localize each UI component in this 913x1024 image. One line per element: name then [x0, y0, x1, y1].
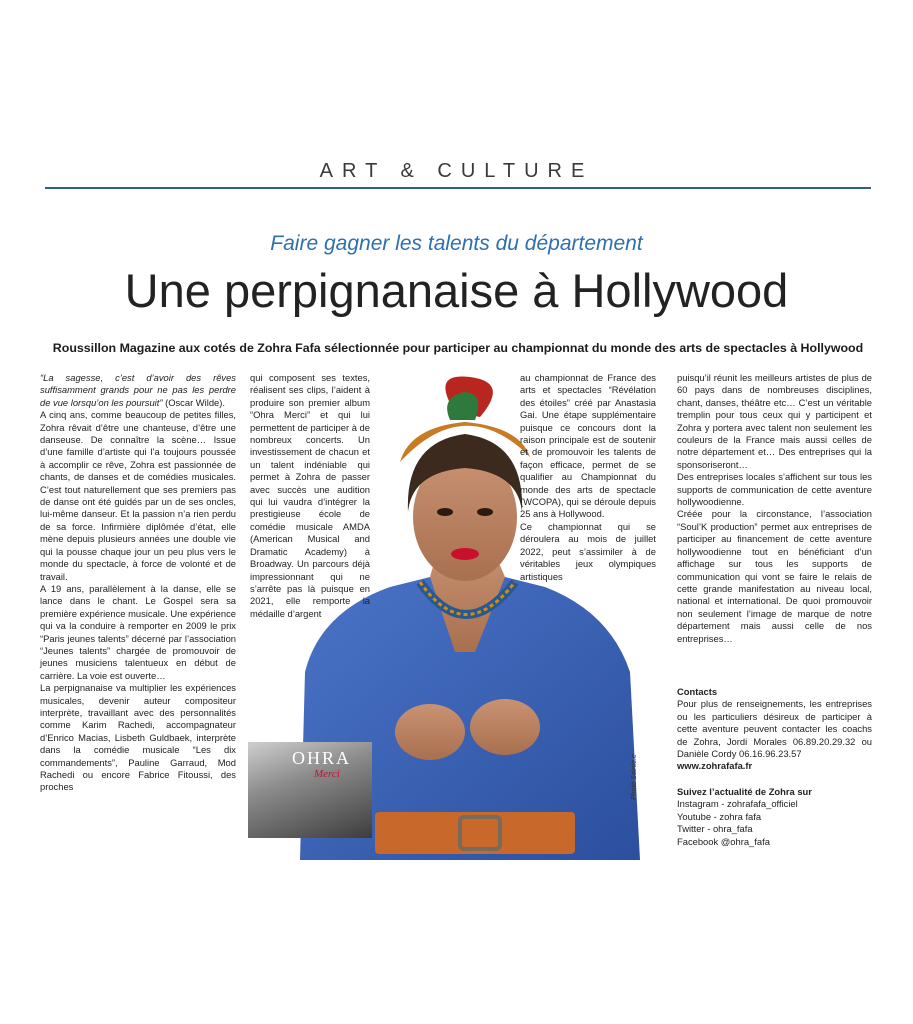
- paragraph: Créée pour la circonstance, l’association “Soul’K production” permet aux entreprises de participer au financement de cette aventure hollywoodienne tout en bénéficiant d’un affichage sur tous les supports de communication qui vont se faire le relais de cette grande manifestation au niveau local, national et international. De quoi promouvoir non seulement l’image de marque de notre département mais aussi celle de nos entreprises…: [677, 508, 872, 644]
- section-divider: [45, 187, 871, 189]
- photo-credit: Photo Sainte.e: [631, 754, 638, 800]
- social-item: Instagram - zohrafafa_officiel: [677, 798, 798, 810]
- contacts-body: Pour plus de renseignements, les entreprises ou les particuliers désireux de participer à cette aventure peuvent contacter les coachs de Zohra, Jordi Morales 06.89.20.29.32 ou Danièle Cordy 06.16.96.23.57: [677, 698, 872, 760]
- article-headline: Une perpignanaise à Hollywood: [124, 264, 789, 317]
- contacts-heading: Contacts: [677, 686, 718, 697]
- contacts-box: [677, 686, 872, 773]
- paragraph: A cinq ans, comme beaucoup de petites filles, Zohra rêvait d’être une chanteuse, d’être une danseuse. De connaître la scène… Issue d’une famille d’artiste qui l’a toujours poussée à accomplir ce rêve, Zohra est passionnée de chants, de danses et de comédies musicales. C’est tout naturellement que ses premiers pas de danse ont été guidés par un de ses oncles, lui-même danseur. Et la passion n’a rien perdu de sa force. Infirmière diplômée d’état, elle mène depuis plusieurs années une double vie qui la pousse chaque jour un peu plus vers le monde du spectacle, à force de volonté et de travail.: [40, 409, 236, 582]
- paragraph: puisqu’il réunit les meilleurs artistes de plus de 60 pays dans de nombreuses disciplines, chant, danses, théâtre etc… C’est un véritable tremplin pour tous ceux qui y participent et Zohra y portera avec talent non seulement les couleurs de la France mais aussi celles de notre département et… Des entreprises qui la sponsoriseront…: [677, 372, 872, 470]
- website-link[interactable]: www.zohrafafa.fr: [677, 760, 753, 772]
- quote-author: (Oscar Wilde).: [162, 396, 225, 408]
- article-subhead: Roussillon Magazine aux cotés de Zohra Fafa sélectionnée pour participer au championnat du monde des arts de spectacles à Hollywood: [52, 341, 864, 355]
- article-column-1: [40, 372, 236, 794]
- article-column-4: [677, 372, 872, 645]
- paragraph: La perpignanaise va multiplier les expériences musicales, devenir auteur compositeur interprète, travaillant avec des personnalités comme Karim Rachedi, accompagnateur d’Enrico Macias, Lisbeth Guldbaek, interprète dans la comédie musicale “Les dix commandements”, Pauline Garraud, Mod Rachedi ou encore Fabrice Fitoussi, des proches: [40, 682, 236, 793]
- paragraph: Des entreprises locales s’affichent sur tous les supports de communication de cette aventure hollywoodienne.: [677, 471, 872, 508]
- album-cover: [248, 742, 372, 838]
- paragraph: au championnat de France des arts et spectacles “Révélation des étoiles” créé par Anastasia Gai. Une étape supplémentaire puisque ce concours dont la raison principale est de soutenir et de promouvoir les talents de façon efficace, permet de se qualifier au Championnat du monde des arts de spectacle (WCOPA), qui se déroule depuis 25 ans à Hollywood.: [520, 372, 656, 520]
- social-box: [677, 786, 872, 848]
- album-title: OHRA: [292, 748, 352, 768]
- article-kicker: Faire gagner les talents du département: [270, 232, 643, 255]
- article-column-3: [520, 372, 656, 583]
- social-heading: Suivez l’actualité de Zohra sur: [677, 786, 812, 797]
- paragraph: Ce championnat qui se déroulera au mois de juillet 2022, peut s’assimiler à de véritables jeux olympiques artistiques: [520, 520, 656, 582]
- opening-quote: [40, 372, 236, 409]
- paragraph: A 19 ans, parallèlement à la danse, elle se lance dans le chant. Le Gospel sera sa première expérience musicale. Une expérience qui va la conduire à remporter en 2009 le prix “Paris jeunes talents” décerné par l’association “Jeunes talents” chargée de promouvoir de jeunes musiciens talentueux en début de carrière. La voie est ouverte…: [40, 582, 236, 681]
- paragraph: qui composent ses textes, réalisent ses clips, l’aident à produire son premier album “Ohra Merci” et qui lui permettent de participer à de nombreux concerts. Un investissement de chacun et un talent indéniable qui permet à Zohra de passer avec succès une audition qui lui vaudra d’intégrer la prestigieuse école de comédie musicale AMDA (American Musical and Dramatic Academy) à Broadway. Un parcours déjà impressionnant qui ne s’arrête pas là puisque en 2021, elle remporte la médaille d’argent: [250, 372, 370, 619]
- article-column-2: [250, 372, 370, 620]
- social-item: Twitter - ohra_fafa: [677, 823, 753, 835]
- social-item: Facebook @ohra_fafa: [677, 835, 770, 847]
- quote-text: “La sagesse, c’est d’avoir des rêves suffisamment grands pour ne pas les perdre de vue lorsqu’on les poursuit”: [40, 372, 236, 408]
- social-item: Youtube - zohra fafa: [677, 810, 762, 822]
- section-title: ART & CULTURE: [319, 160, 594, 182]
- album-subtitle: Merci: [314, 768, 340, 780]
